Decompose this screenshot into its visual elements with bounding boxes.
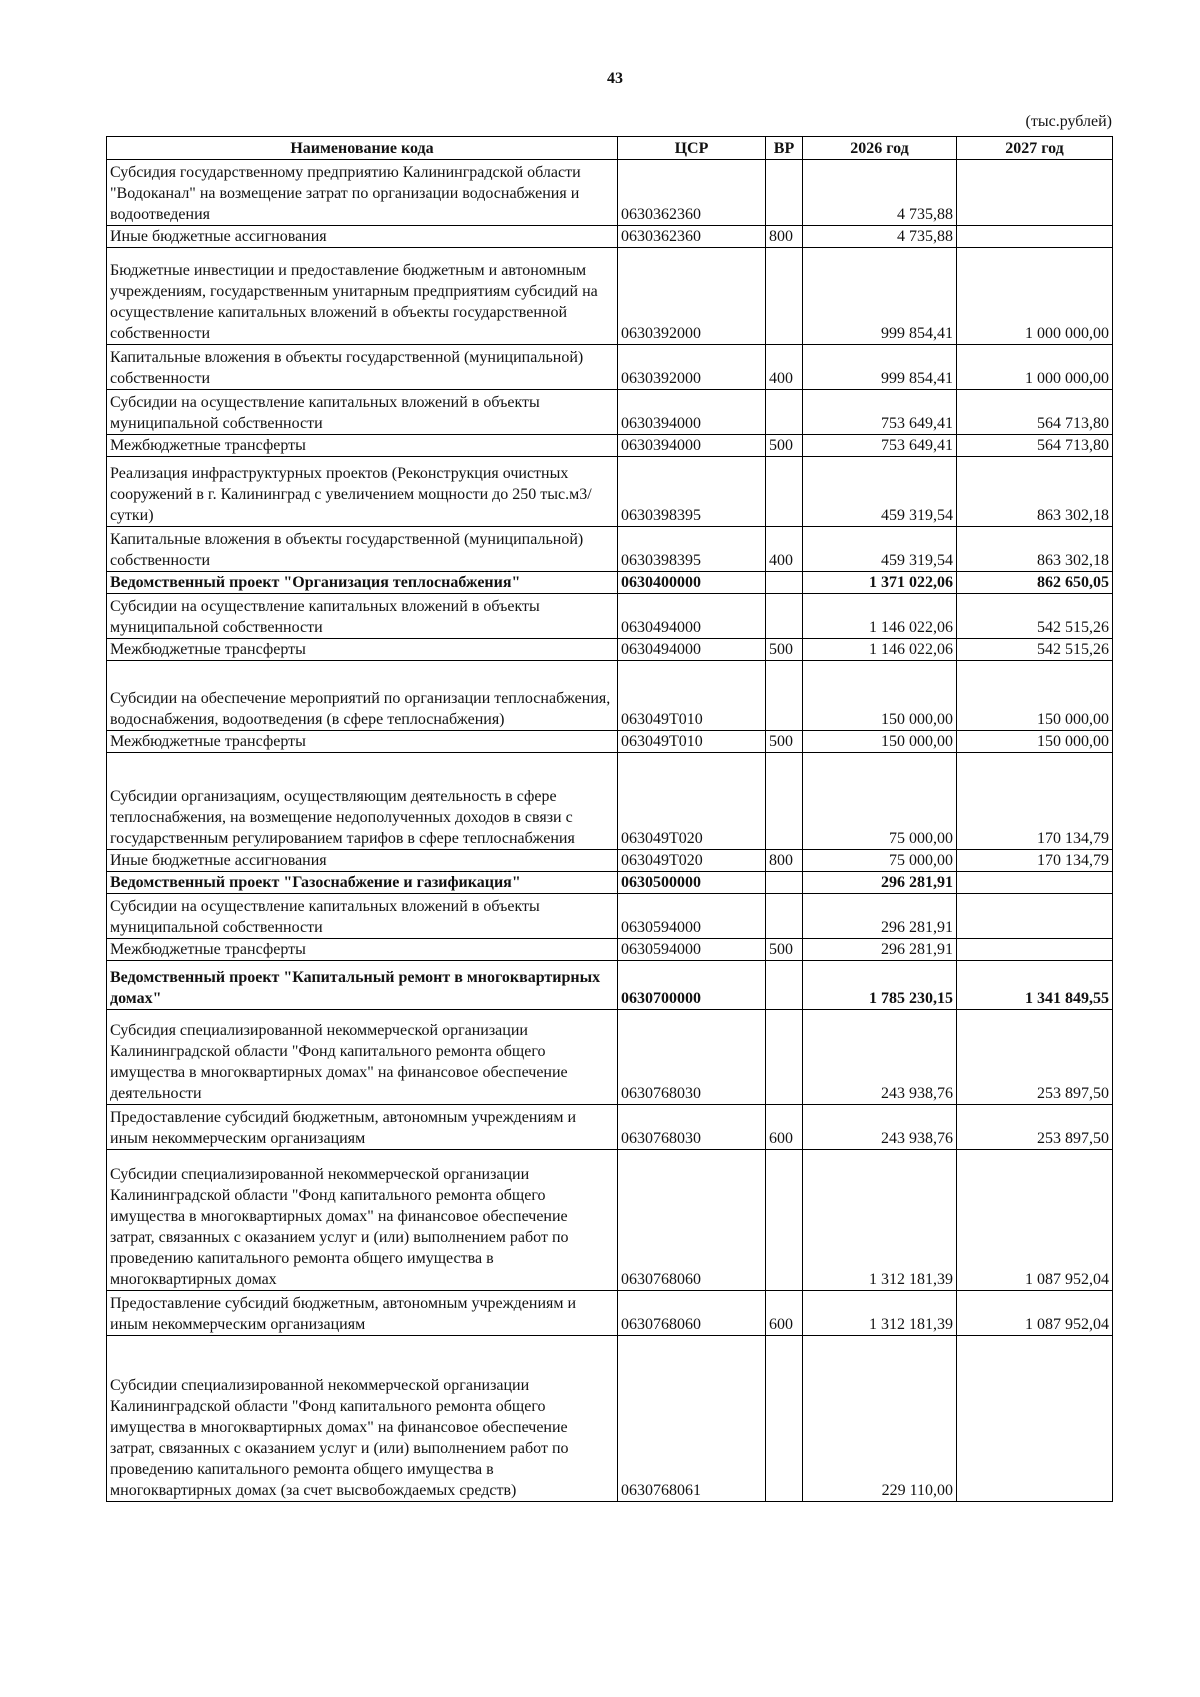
units-label: (тыс.рублей) (1025, 113, 1112, 130)
cell-name: Реализация инфраструктурных проектов (Реконструкция очистных сооружений в г. Калининград с увеличением мощности до 250 тыс.м3/сутки) (107, 457, 618, 527)
cell-csr: 0630594000 (618, 939, 766, 961)
cell-vr (766, 572, 803, 594)
cell-2026: 243 938,76 (803, 1105, 957, 1150)
cell-2027: 564 713,80 (957, 435, 1113, 457)
cell-vr (766, 661, 803, 731)
table-body (107, 160, 1113, 1502)
table-row (107, 850, 1113, 872)
cell-2026: 296 281,91 (803, 872, 957, 894)
cell-name: Ведомственный проект "Газоснабжение и газификация" (107, 872, 618, 894)
cell-name: Субсидии на осуществление капитальных вложений в объекты муниципальной собственности (107, 894, 618, 939)
cell-vr (766, 1010, 803, 1105)
cell-name: Ведомственный проект "Капитальный ремонт в многоквартирных домах" (107, 961, 618, 1010)
cell-vr: 500 (766, 939, 803, 961)
cell-name: Межбюджетные трансферты (107, 939, 618, 961)
cell-2027: 542 515,26 (957, 594, 1113, 639)
cell-2027: 253 897,50 (957, 1010, 1113, 1105)
cell-2026: 1 312 181,39 (803, 1150, 957, 1291)
page-number: 43 (607, 70, 623, 87)
cell-csr: 0630394000 (618, 435, 766, 457)
cell-csr: 0630768061 (618, 1336, 766, 1502)
table-row (107, 872, 1113, 894)
table-row (107, 390, 1113, 435)
table-row (107, 457, 1113, 527)
table-row (107, 160, 1113, 226)
table-row (107, 572, 1113, 594)
cell-2026: 150 000,00 (803, 731, 957, 753)
cell-name: Межбюджетные трансферты (107, 435, 618, 457)
cell-2026: 1 785 230,15 (803, 961, 957, 1010)
cell-csr: 0630392000 (618, 248, 766, 345)
cell-2027: 170 134,79 (957, 850, 1113, 872)
cell-2027: 150 000,00 (957, 731, 1113, 753)
cell-2027: 863 302,18 (957, 527, 1113, 572)
table-row (107, 248, 1113, 345)
cell-name: Бюджетные инвестиции и предоставление бюджетным и автономным учреждениям, государственным унитарным предприятиям субсидий на осуществление капитальных вложений в объекты государственной собственности (107, 248, 618, 345)
cell-vr: 400 (766, 527, 803, 572)
cell-2026: 1 146 022,06 (803, 639, 957, 661)
cell-2027 (957, 226, 1113, 248)
cell-2027: 863 302,18 (957, 457, 1113, 527)
cell-2027 (957, 939, 1113, 961)
cell-2026: 4 735,88 (803, 226, 957, 248)
cell-2026: 753 649,41 (803, 435, 957, 457)
table-row (107, 1291, 1113, 1336)
cell-csr: 0630398395 (618, 527, 766, 572)
cell-csr: 0630494000 (618, 639, 766, 661)
table-row (107, 731, 1113, 753)
cell-csr: 0630768030 (618, 1010, 766, 1105)
cell-2026: 75 000,00 (803, 850, 957, 872)
cell-2027: 542 515,26 (957, 639, 1113, 661)
cell-name: Субсидии организациям, осуществляющим деятельность в сфере теплоснабжения, на возмещение недополученных доходов в связи с государственным регулированием тарифов в сфере теплоснабжения (107, 753, 618, 850)
cell-name: Субсидия специализированной некоммерческой организации Калининградской области "Фонд капитального ремонта общего имущества в многоквартирных домах" на финансовое обеспечение деятельности (107, 1010, 618, 1105)
cell-vr (766, 894, 803, 939)
cell-2026: 296 281,91 (803, 894, 957, 939)
cell-csr: 0630400000 (618, 572, 766, 594)
cell-name: Межбюджетные трансферты (107, 731, 618, 753)
cell-name: Субсидии специализированной некоммерческой организации Калининградской области "Фонд капитального ремонта общего имущества в многоквартирных домах" на финансовое обеспечение затрат, связанных с оказанием услуг и (или) выполнением работ по проведению капитального ремонта общего имущества в многоквартирных домах (107, 1150, 618, 1291)
cell-csr: 0630362360 (618, 160, 766, 226)
table-row (107, 226, 1113, 248)
cell-name: Субсидии на осуществление капитальных вложений в объекты муниципальной собственности (107, 390, 618, 435)
cell-2027 (957, 1336, 1113, 1502)
cell-2027: 1 087 952,04 (957, 1291, 1113, 1336)
cell-2026: 1 371 022,06 (803, 572, 957, 594)
cell-csr: 0630594000 (618, 894, 766, 939)
cell-vr (766, 961, 803, 1010)
cell-vr: 500 (766, 435, 803, 457)
cell-csr: 063049Т020 (618, 850, 766, 872)
table-row (107, 661, 1113, 731)
cell-csr: 0630768030 (618, 1105, 766, 1150)
cell-vr (766, 1336, 803, 1502)
cell-name: Предоставление субсидий бюджетным, автономным учреждениям и иным некоммерческим организациям (107, 1105, 618, 1150)
cell-vr (766, 248, 803, 345)
table-row (107, 527, 1113, 572)
header-2026: 2026 год (803, 137, 957, 160)
table-row (107, 753, 1113, 850)
cell-2026: 999 854,41 (803, 345, 957, 390)
table-row (107, 1150, 1113, 1291)
cell-csr: 0630494000 (618, 594, 766, 639)
cell-csr: 0630768060 (618, 1291, 766, 1336)
cell-2027: 564 713,80 (957, 390, 1113, 435)
table-row (107, 639, 1113, 661)
cell-2027: 170 134,79 (957, 753, 1113, 850)
cell-2026: 75 000,00 (803, 753, 957, 850)
cell-name: Капитальные вложения в объекты государственной (муниципальной) собственности (107, 345, 618, 390)
cell-name: Ведомственный проект "Организация теплоснабжения" (107, 572, 618, 594)
cell-2027: 253 897,50 (957, 1105, 1113, 1150)
cell-2027 (957, 160, 1113, 226)
cell-2027: 1 341 849,55 (957, 961, 1113, 1010)
cell-2027 (957, 894, 1113, 939)
cell-csr: 0630392000 (618, 345, 766, 390)
cell-2027: 862 650,05 (957, 572, 1113, 594)
table-row (107, 939, 1113, 961)
cell-vr: 500 (766, 639, 803, 661)
cell-csr: 0630500000 (618, 872, 766, 894)
cell-csr: 063049Т010 (618, 661, 766, 731)
cell-vr: 600 (766, 1291, 803, 1336)
cell-csr: 063049Т010 (618, 731, 766, 753)
cell-csr: 0630362360 (618, 226, 766, 248)
cell-name: Субсидия государственному предприятию Калининградской области "Водоканал" на возмещение затрат по организации водоснабжения и водоотведения (107, 160, 618, 226)
cell-name: Иные бюджетные ассигнования (107, 850, 618, 872)
table-row (107, 345, 1113, 390)
table-row (107, 1336, 1113, 1502)
cell-vr (766, 1150, 803, 1291)
cell-name: Капитальные вложения в объекты государственной (муниципальной) собственности (107, 527, 618, 572)
cell-vr: 800 (766, 850, 803, 872)
cell-vr: 500 (766, 731, 803, 753)
cell-2026: 1 146 022,06 (803, 594, 957, 639)
table-row (107, 894, 1113, 939)
cell-vr (766, 753, 803, 850)
cell-2026: 229 110,00 (803, 1336, 957, 1502)
cell-csr: 0630700000 (618, 961, 766, 1010)
cell-vr (766, 594, 803, 639)
table-row (107, 1010, 1113, 1105)
cell-vr: 800 (766, 226, 803, 248)
cell-name: Межбюджетные трансферты (107, 639, 618, 661)
table-row (107, 961, 1113, 1010)
cell-name: Субсидии на осуществление капитальных вложений в объекты муниципальной собственности (107, 594, 618, 639)
cell-2027: 1 000 000,00 (957, 248, 1113, 345)
table-row (107, 594, 1113, 639)
table-header-row (107, 137, 1113, 160)
cell-csr: 0630398395 (618, 457, 766, 527)
cell-2027: 1 087 952,04 (957, 1150, 1113, 1291)
cell-name: Субсидии на обеспечение мероприятий по организации теплоснабжения, водоснабжения, водоотведения (в сфере теплоснабжения) (107, 661, 618, 731)
cell-vr: 600 (766, 1105, 803, 1150)
cell-vr (766, 457, 803, 527)
cell-2026: 999 854,41 (803, 248, 957, 345)
cell-vr: 400 (766, 345, 803, 390)
cell-2027: 150 000,00 (957, 661, 1113, 731)
cell-2026: 296 281,91 (803, 939, 957, 961)
cell-2026: 1 312 181,39 (803, 1291, 957, 1336)
cell-2027: 1 000 000,00 (957, 345, 1113, 390)
cell-2026: 4 735,88 (803, 160, 957, 226)
cell-vr (766, 390, 803, 435)
cell-csr: 0630394000 (618, 390, 766, 435)
cell-name: Предоставление субсидий бюджетным, автономным учреждениям и иным некоммерческим организациям (107, 1291, 618, 1336)
table-row (107, 435, 1113, 457)
cell-2026: 243 938,76 (803, 1010, 957, 1105)
header-2027: 2027 год (957, 137, 1113, 160)
header-vr: ВР (766, 137, 803, 160)
header-csr: ЦСР (618, 137, 766, 160)
cell-vr (766, 872, 803, 894)
table-row (107, 1105, 1113, 1150)
cell-2027 (957, 872, 1113, 894)
cell-name: Иные бюджетные ассигнования (107, 226, 618, 248)
cell-vr (766, 160, 803, 226)
cell-2026: 459 319,54 (803, 457, 957, 527)
cell-2026: 753 649,41 (803, 390, 957, 435)
budget-table (106, 136, 1113, 1502)
header-name: Наименование кода (107, 137, 618, 160)
cell-csr: 0630768060 (618, 1150, 766, 1291)
cell-name: Субсидии специализированной некоммерческой организации Калининградской области "Фонд капитального ремонта общего имущества в многоквартирных домах" на финансовое обеспечение затрат, связанных с оказанием услуг и (или) выполнением работ по проведению капитального ремонта общего имущества в многоквартирных домах (за счет высвобождаемых средств) (107, 1336, 618, 1502)
cell-2026: 459 319,54 (803, 527, 957, 572)
cell-2026: 150 000,00 (803, 661, 957, 731)
cell-csr: 063049Т020 (618, 753, 766, 850)
